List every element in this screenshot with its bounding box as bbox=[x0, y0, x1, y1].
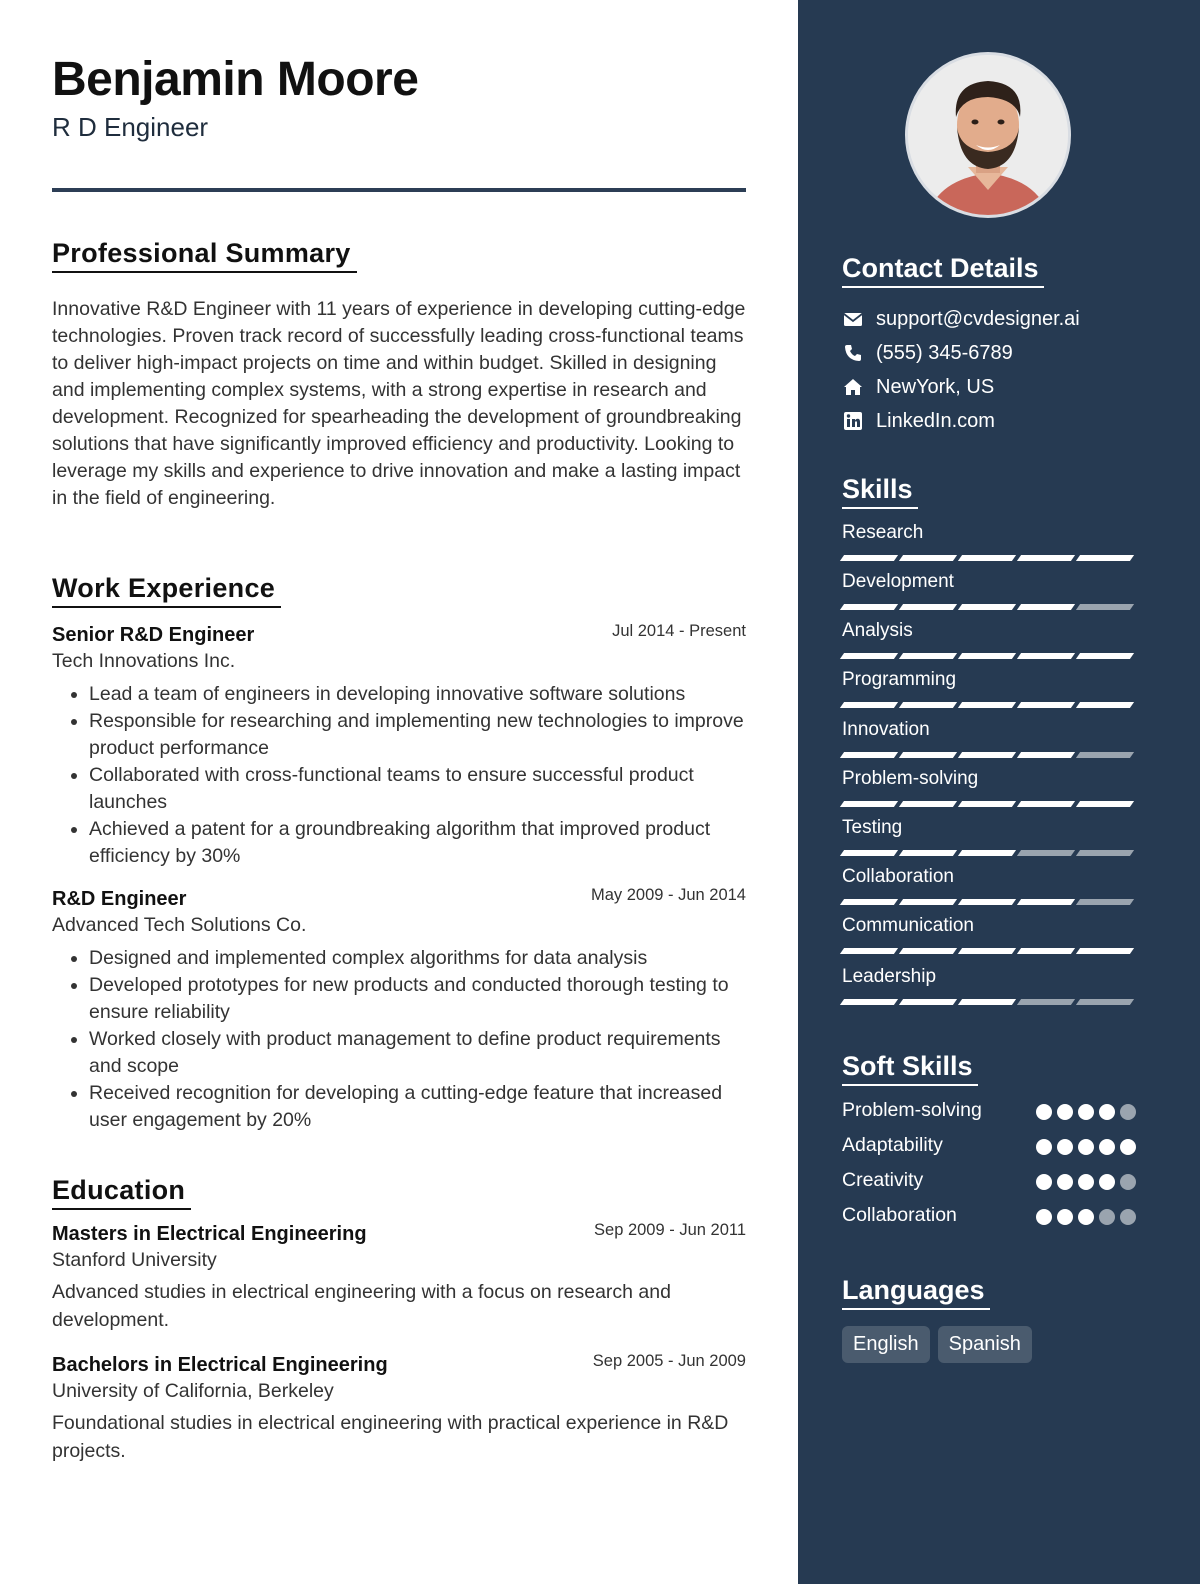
language-chip: Spanish bbox=[938, 1326, 1032, 1363]
soft-skill-item bbox=[842, 1097, 1136, 1127]
soft-skill-name: Creativity bbox=[842, 1169, 924, 1191]
rating-dot bbox=[1120, 1174, 1136, 1190]
skill-name: Communication bbox=[842, 915, 974, 936]
skill-level-segment bbox=[899, 604, 957, 610]
skill-level-segment bbox=[840, 555, 898, 561]
avatar bbox=[905, 52, 1071, 218]
skill-item bbox=[842, 866, 1136, 905]
skill-level-segment bbox=[1017, 653, 1075, 659]
skill-name: Analysis bbox=[842, 620, 913, 641]
education-entry bbox=[52, 1352, 746, 1465]
skill-item bbox=[842, 915, 1136, 954]
list-item: • Lead a team of engineers in developing innovative software solutions bbox=[89, 681, 746, 708]
skill-name: Innovation bbox=[842, 719, 930, 740]
education-dates: Sep 2009 - Jun 2011 bbox=[594, 1221, 746, 1239]
skill-level-segment bbox=[1076, 604, 1134, 610]
skill-level-segment bbox=[958, 653, 1016, 659]
contact-phone-text: (555) 345-6789 bbox=[876, 341, 1013, 364]
skill-level-segment bbox=[1017, 999, 1075, 1005]
skill-name: Programming bbox=[842, 669, 957, 690]
rating-dot bbox=[1078, 1174, 1094, 1190]
skill-level-segment bbox=[1076, 801, 1134, 807]
soft-skill-item bbox=[842, 1167, 1136, 1197]
education-description: Advanced studies in electrical engineering with a focus on research and development. bbox=[52, 1281, 671, 1331]
soft-skill-name: Adaptability bbox=[842, 1134, 943, 1156]
skill-level-segment bbox=[1017, 801, 1075, 807]
section-title-experience: Work Experience bbox=[52, 573, 281, 608]
section-title-languages: Languages bbox=[842, 1275, 990, 1310]
skill-level-segment bbox=[899, 555, 957, 561]
skill-item bbox=[842, 522, 1136, 561]
skill-level-segment bbox=[840, 999, 898, 1005]
skill-name: Problem-solving bbox=[842, 768, 979, 789]
skill-level-segment bbox=[1017, 752, 1075, 758]
section-title-soft-skills: Soft Skills bbox=[842, 1051, 978, 1086]
school-name: University of California, Berkeley bbox=[52, 1380, 334, 1402]
skill-level-segment bbox=[899, 850, 957, 856]
skill-level-segment bbox=[958, 850, 1016, 856]
job-company: Advanced Tech Solutions Co. bbox=[52, 914, 307, 936]
contact-email[interactable] bbox=[842, 304, 1080, 334]
contact-linkedin[interactable] bbox=[842, 406, 995, 436]
home-icon bbox=[842, 376, 864, 398]
rating-dot bbox=[1099, 1139, 1115, 1155]
language-chip: English bbox=[842, 1326, 930, 1363]
soft-skill-name: Problem-solving bbox=[842, 1099, 982, 1121]
skill-item bbox=[842, 669, 1136, 708]
skill-level-segment bbox=[899, 752, 957, 758]
rating-dot bbox=[1120, 1139, 1136, 1155]
skill-level-segment bbox=[958, 801, 1016, 807]
soft-skill-rating bbox=[1036, 1104, 1136, 1120]
skill-level-bar bbox=[842, 948, 1136, 954]
skill-level-segment bbox=[1076, 850, 1134, 856]
skill-level-bar bbox=[842, 899, 1136, 905]
soft-skill-item bbox=[842, 1132, 1136, 1162]
rating-dot bbox=[1099, 1209, 1115, 1225]
skill-level-segment bbox=[899, 801, 957, 807]
skill-level-segment bbox=[1076, 752, 1134, 758]
rating-dot bbox=[1036, 1139, 1052, 1155]
skill-level-bar bbox=[842, 702, 1136, 708]
education-entry bbox=[52, 1221, 746, 1334]
school-name: Stanford University bbox=[52, 1249, 217, 1271]
skill-level-segment bbox=[899, 899, 957, 905]
skill-level-bar bbox=[842, 850, 1136, 856]
skill-level-bar bbox=[842, 653, 1136, 659]
education-dates: Sep 2005 - Jun 2009 bbox=[592, 1352, 746, 1370]
rating-dot bbox=[1099, 1104, 1115, 1120]
skill-name: Development bbox=[842, 571, 954, 592]
skill-name: Leadership bbox=[842, 966, 937, 987]
job-dates: Jul 2014 - Present bbox=[612, 622, 746, 640]
degree-title: Bachelors in Electrical Engineering bbox=[52, 1354, 388, 1376]
education-description: Foundational studies in electrical engineering with practical experience in R&D projects. bbox=[52, 1412, 729, 1462]
rating-dot bbox=[1099, 1174, 1115, 1190]
rating-dot bbox=[1078, 1139, 1094, 1155]
skill-level-segment bbox=[840, 948, 898, 954]
avatar-portrait-icon bbox=[908, 55, 1068, 215]
skill-item bbox=[842, 620, 1136, 659]
contact-phone[interactable] bbox=[842, 338, 1013, 368]
job-title: Senior R&D Engineer bbox=[52, 624, 255, 646]
contact-email-text: support@cvdesigner.ai bbox=[876, 307, 1080, 330]
list-item: • Achieved a patent for a groundbreaking algorithm that improved product efficiency by 30% bbox=[89, 816, 746, 870]
job-dates: May 2009 - Jun 2014 bbox=[590, 886, 746, 904]
skill-level-segment bbox=[1076, 653, 1134, 659]
linkedin-icon bbox=[842, 410, 864, 432]
section-title-skills: Skills bbox=[842, 474, 918, 509]
skill-item bbox=[842, 571, 1136, 610]
skill-level-segment bbox=[1076, 948, 1134, 954]
rating-dot bbox=[1057, 1174, 1073, 1190]
skill-level-segment bbox=[840, 752, 898, 758]
skill-item bbox=[842, 719, 1136, 758]
job-title: R&D Engineer bbox=[52, 888, 187, 910]
rating-dot bbox=[1078, 1209, 1094, 1225]
skill-level-segment bbox=[840, 899, 898, 905]
rating-dot bbox=[1057, 1104, 1073, 1120]
job-entry bbox=[52, 622, 746, 870]
contact-linkedin-text: LinkedIn.com bbox=[876, 409, 995, 432]
job-company: Tech Innovations Inc. bbox=[52, 650, 236, 672]
job-bullets bbox=[52, 945, 746, 1134]
skill-level-segment bbox=[1017, 850, 1075, 856]
sidebar bbox=[798, 0, 1200, 1584]
candidate-name: Benjamin Moore bbox=[52, 53, 419, 106]
skill-name: Testing bbox=[842, 817, 903, 838]
list-item: • Collaborated with cross-functional teams to ensure successful product launches bbox=[89, 762, 746, 816]
skill-level-segment bbox=[1076, 999, 1134, 1005]
skill-level-segment bbox=[899, 702, 957, 708]
phone-icon bbox=[842, 342, 864, 364]
skill-level-segment bbox=[840, 653, 898, 659]
skill-level-bar bbox=[842, 604, 1136, 610]
rating-dot bbox=[1036, 1209, 1052, 1225]
list-item: • Responsible for researching and implementing new technologies to improve product performance bbox=[89, 708, 746, 762]
section-title-contact: Contact Details bbox=[842, 253, 1044, 288]
rating-dot bbox=[1057, 1139, 1073, 1155]
envelope-icon bbox=[842, 308, 864, 330]
skill-level-segment bbox=[840, 702, 898, 708]
skill-level-segment bbox=[1017, 899, 1075, 905]
skill-level-segment bbox=[958, 702, 1016, 708]
summary-text: Innovative R&D Engineer with 11 years of experience in developing cutting-edge technologies. Proven track record of successfully leading cross-functional teams to deliver high-impact projects on time and within budget. Skilled in designing and implementing complex systems, with a strong expertise in research and development. Recognized for spearheading the development of groundbreaking solutions that have significantly improved efficiency and productivity. Looking to leverage my skills and experience to drive innovation and make a lasting impact in the field of engineering. bbox=[52, 298, 746, 509]
skill-level-segment bbox=[958, 555, 1016, 561]
job-bullets bbox=[52, 681, 746, 870]
skill-level-segment bbox=[958, 752, 1016, 758]
skill-level-segment bbox=[1017, 604, 1075, 610]
list-item: • Received recognition for developing a cutting-edge feature that increased user engagement by 20% bbox=[89, 1080, 746, 1134]
skill-name: Research bbox=[842, 522, 924, 543]
skill-level-segment bbox=[958, 999, 1016, 1005]
contact-location bbox=[842, 372, 994, 402]
skill-level-segment bbox=[899, 653, 957, 659]
soft-skill-rating bbox=[1036, 1139, 1136, 1155]
skill-level-segment bbox=[1017, 555, 1075, 561]
rating-dot bbox=[1120, 1209, 1136, 1225]
skill-item bbox=[842, 768, 1136, 807]
list-item: • Developed prototypes for new products and conducted thorough testing to ensure reliability bbox=[89, 972, 746, 1026]
section-title-summary: Professional Summary bbox=[52, 238, 357, 273]
candidate-role: R D Engineer bbox=[52, 112, 209, 142]
skill-level-segment bbox=[958, 948, 1016, 954]
soft-skill-rating bbox=[1036, 1174, 1136, 1190]
skill-level-segment bbox=[840, 850, 898, 856]
rating-dot bbox=[1078, 1104, 1094, 1120]
soft-skill-rating bbox=[1036, 1209, 1136, 1225]
skill-level-segment bbox=[958, 899, 1016, 905]
list-item: • Worked closely with product management to define product requirements and scope bbox=[89, 1026, 746, 1080]
soft-skill-item bbox=[842, 1202, 1136, 1232]
skill-level-segment bbox=[1017, 702, 1075, 708]
skill-level-segment bbox=[1017, 948, 1075, 954]
skill-level-bar bbox=[842, 801, 1136, 807]
header-divider bbox=[52, 188, 746, 192]
skill-item bbox=[842, 817, 1136, 856]
skill-level-bar bbox=[842, 555, 1136, 561]
soft-skill-name: Collaboration bbox=[842, 1204, 957, 1226]
rating-dot bbox=[1036, 1104, 1052, 1120]
rating-dot bbox=[1120, 1104, 1136, 1120]
rating-dot bbox=[1036, 1174, 1052, 1190]
skill-item bbox=[842, 966, 1136, 1005]
job-entry bbox=[52, 886, 746, 1134]
contact-location-text: NewYork, US bbox=[876, 375, 995, 398]
skill-level-segment bbox=[1076, 899, 1134, 905]
skill-level-segment bbox=[1076, 702, 1134, 708]
skill-level-segment bbox=[1076, 555, 1134, 561]
section-title-education: Education bbox=[52, 1175, 191, 1210]
skill-level-segment bbox=[958, 604, 1016, 610]
skill-level-bar bbox=[842, 752, 1136, 758]
skill-level-segment bbox=[840, 801, 898, 807]
language-list bbox=[842, 1326, 1032, 1363]
degree-title: Masters in Electrical Engineering bbox=[52, 1223, 367, 1245]
skill-level-segment bbox=[840, 604, 898, 610]
skill-name: Collaboration bbox=[842, 866, 954, 887]
list-item: • Designed and implemented complex algorithms for data analysis bbox=[89, 945, 746, 972]
skill-level-bar bbox=[842, 999, 1136, 1005]
skill-level-segment bbox=[899, 999, 957, 1005]
rating-dot bbox=[1057, 1209, 1073, 1225]
skill-level-segment bbox=[899, 948, 957, 954]
